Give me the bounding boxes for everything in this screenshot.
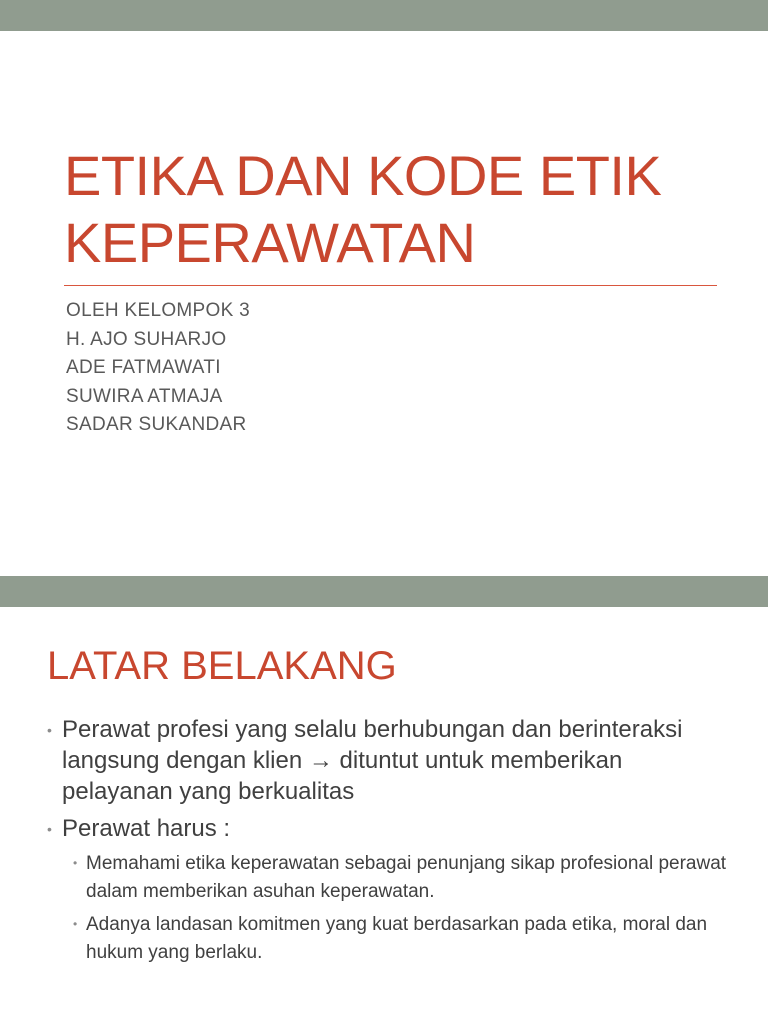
member-name: SUWIRA ATMAJA	[66, 385, 223, 407]
group-label: OLEH KELOMPOK 3	[66, 300, 251, 321]
member-name: H. AJO SUHARJO	[66, 328, 227, 350]
member-name: SADAR SUKANDAR	[66, 414, 247, 435]
slide-1-top-band	[0, 0, 768, 31]
slide-2-body	[47, 714, 727, 972]
slide-1-title	[64, 142, 724, 276]
bullet-dot-icon: •	[73, 856, 78, 870]
sub-bullet-text: Memahami etika keperawatan sebagai penunjang sikap profesional perawat dalam memberikan asuhan keperawatan.	[86, 853, 727, 902]
bullet-text: Perawat harus :	[62, 815, 231, 842]
bullet-dot-icon: •	[73, 917, 78, 931]
bullet-item	[47, 714, 727, 807]
sub-bullet-item	[73, 850, 727, 906]
sub-bullet-item	[73, 911, 727, 967]
bullet-dot-icon: •	[47, 821, 52, 837]
slide-1-title-line-2: KEPERAWATAN	[64, 211, 476, 274]
bullet-item	[47, 813, 727, 844]
bullet-text-start: Perawat profesi yang selalu berhubungan dan berinteraksi langsung dengan klien	[62, 716, 683, 774]
right-arrow-icon: →	[308, 747, 333, 774]
sub-bullet-text: Adanya landasan komitmen yang kuat berdasarkan pada etika, moral dan hukum yang berlaku.	[86, 914, 708, 963]
slide-2-title: LATAR BELAKANG	[47, 644, 397, 688]
slide-2-top-band	[0, 576, 768, 607]
content-slide	[0, 576, 768, 1024]
bullet-text-end: dituntut untuk memberikan pelayanan yang berkualitas	[62, 747, 623, 805]
bullet-dot-icon: •	[47, 722, 52, 738]
member-name: ADE FATMAWATI	[66, 357, 221, 378]
slide-1-title-line-1: ETIKA DAN KODE ETIK	[64, 144, 662, 207]
slide-1-subtitle	[66, 297, 666, 440]
slide-1-title-divider	[64, 285, 717, 286]
